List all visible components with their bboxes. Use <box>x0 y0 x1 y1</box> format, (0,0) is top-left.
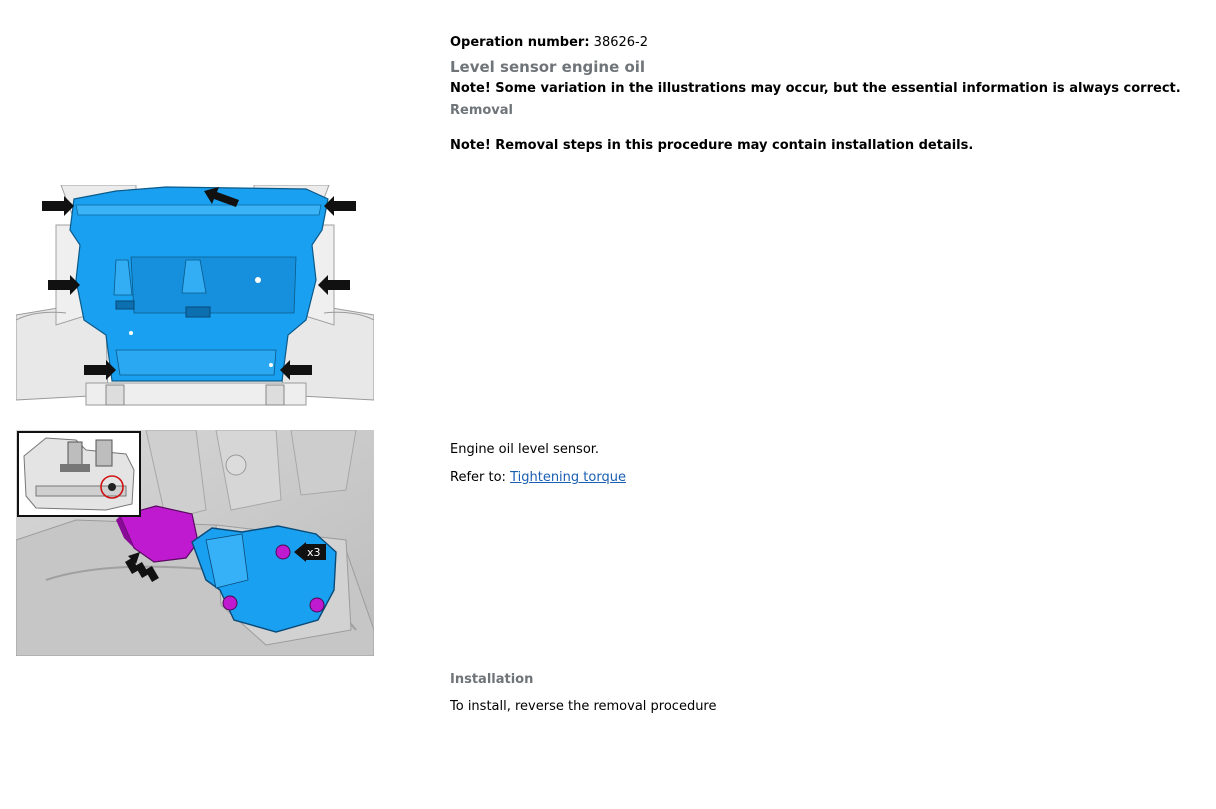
page-title: Level sensor engine oil <box>450 58 646 76</box>
installation-text: To install, reverse the removal procedure <box>450 699 717 714</box>
removal-note: Note! Removal steps in this procedure may contain installation details. <box>450 138 974 153</box>
tightening-torque-link[interactable]: Tightening torque <box>510 470 626 485</box>
splash-shield-illustration <box>16 185 374 407</box>
operation-number-line <box>450 35 648 51</box>
figure-oil-level-sensor <box>16 430 374 656</box>
operation-number-value: 38626-2 <box>593 35 648 50</box>
operation-number-label: Operation number: <box>450 35 590 50</box>
oil-level-sensor-illustration <box>16 430 374 656</box>
note-illustrations: Note! Some variation in the illustrations may occur, but the essential information is always correct. <box>450 81 1181 96</box>
refer-label: Refer to: <box>450 470 506 485</box>
figure-splash-shield <box>16 185 374 407</box>
refer-line <box>450 470 626 486</box>
callout-count: x3 <box>307 546 321 559</box>
installation-heading: Installation <box>450 672 534 687</box>
step-text: Engine oil level sensor. <box>450 442 600 457</box>
removal-heading: Removal <box>450 103 514 118</box>
